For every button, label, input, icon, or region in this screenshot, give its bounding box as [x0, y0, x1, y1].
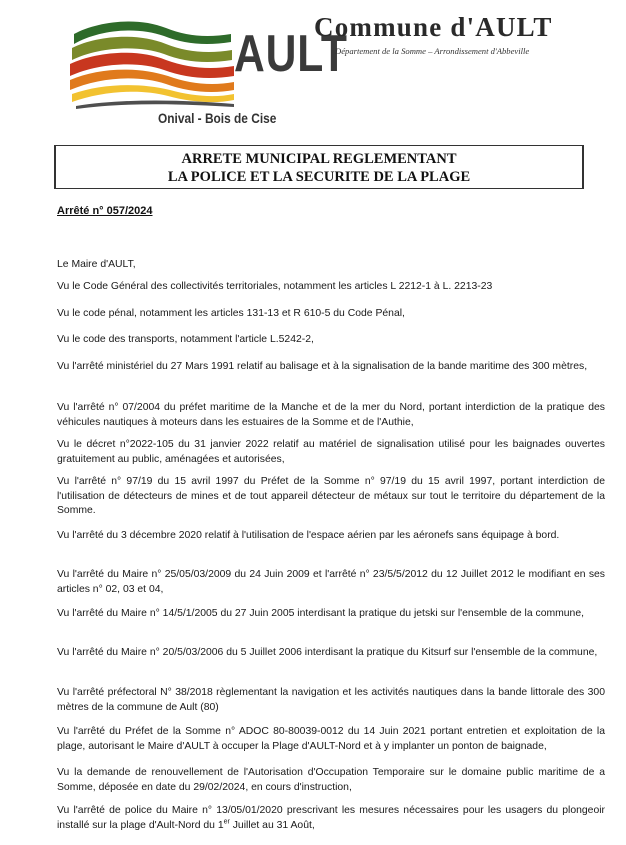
paragraph: Vu l'arrêté n° 97/19 du 15 avril 1997 du Préfet de la Somme n° 97/19 du 15 avril 1997, portant interdiction de l'utilisation de détecteurs de mines et de tout appareil détecteur de métaux sur tout le territoire du département de la Somme.: [57, 476, 605, 517]
commune-logo: [66, 14, 348, 126]
paragraph: Le Maire d'AULT,: [57, 259, 136, 270]
paragraph: [57, 804, 605, 833]
paragraph: Vu le code pénal, notamment les articles 131-13 et R 610-5 du Code Pénal,: [57, 308, 405, 319]
paragraph: Vu l'arrêté du Maire n° 25/05/03/2009 du 24 Juin 2009 et l'arrêté n° 23/5/5/2012 du 12 Juillet 2012 le modifiant en ses articles n° 02, 03 et 04,: [57, 569, 605, 595]
paragraph: Vu l'arrêté ministériel du 27 Mars 1991 relatif au balisage et à la signalisation de la bande maritime des 300 mètres,: [57, 361, 588, 372]
commune-name: Commune d'AULT: [314, 12, 553, 42]
paragraph: Vu le code des transports, notamment l'article L.5242-2,: [57, 334, 314, 345]
paragraph-text: Juillet au 31 Août,: [229, 819, 315, 831]
paragraph: Vu l'arrêté du Maire n° 20/5/03/2006 du 5 Juillet 2006 interdisant la pratique du Kitsurf sur l'ensemble de la commune,: [57, 647, 598, 658]
paragraph: Vu l'arrêté du Maire n° 14/5/1/2005 du 27 Juin 2005 interdisant la pratique du jetski sur l'ensemble de la commune,: [57, 608, 585, 619]
paragraph: Vu le décret n°2022-105 du 31 janvier 2022 relatif au matériel de signalisation utilisé pour les baignades ouvertes gratuitement au public, aménagées et autorisées,: [57, 439, 605, 465]
paragraph: Vu le Code Général des collectivités territoriales, notamment les articles L 2212-1 à L. 2213-23: [57, 281, 493, 292]
logo-subtitle: Onival - Bois de Cise: [158, 110, 277, 126]
paragraph: Vu l'arrêté du 3 décembre 2020 relatif à l'utilisation de l'espace aérien par les aéronefs sans équipage à bord.: [57, 530, 560, 541]
logo-wordmark: AULT: [234, 25, 348, 83]
paragraph: Vu l'arrêté du Préfet de la Somme n° ADOC 80-80039-0012 du 14 Juin 2021 portant entretien et exploitation de la plage, autorisant le Maire d'AULT à occuper la Plage d'AULT-Nord et à y implanter un ponton de baignade,: [57, 726, 605, 752]
department-line: Département de la Somme – Arrondissement d'Abbeville: [335, 46, 530, 56]
paragraph: Vu la demande de renouvellement de l'Autorisation d'Occupation Temporaire sur le domaine public maritime de a Somme, déposée en date du 29/02/2024, en cours d'instruction,: [57, 767, 605, 793]
paragraph: Vu l'arrêté n° 07/2004 du préfet maritime de la Manche et de la mer du Nord, portant interdiction de la pratique des véhicules nautiques à moteurs dans les estuaires de la Somme et de l'Authie,: [57, 402, 605, 428]
logo-waves-graphic: [66, 14, 236, 114]
paragraph: Vu l'arrêté préfectoral N° 38/2018 règlementant la navigation et les activités nautiques dans la bande littorale des 300 mètres de la commune de Ault (80): [57, 687, 605, 713]
paragraph-text: Vu l'arrêté de police du Maire n° 13/05/01/2020 prescrivant les mesures nécessaires pour les usagers du plongeoir installé sur la plage d'Ault-Nord du 1: [57, 805, 605, 831]
ordinal-superscript: er: [223, 818, 230, 826]
arrete-number: Arrêté n° 057/2024: [57, 205, 153, 217]
title-line-2: LA POLICE ET LA SECURITE DE LA PLAGE: [167, 169, 471, 185]
document-title-box: [54, 145, 584, 189]
title-line-1: ARRETE MUNICIPAL REGLEMENTANT: [181, 151, 457, 167]
